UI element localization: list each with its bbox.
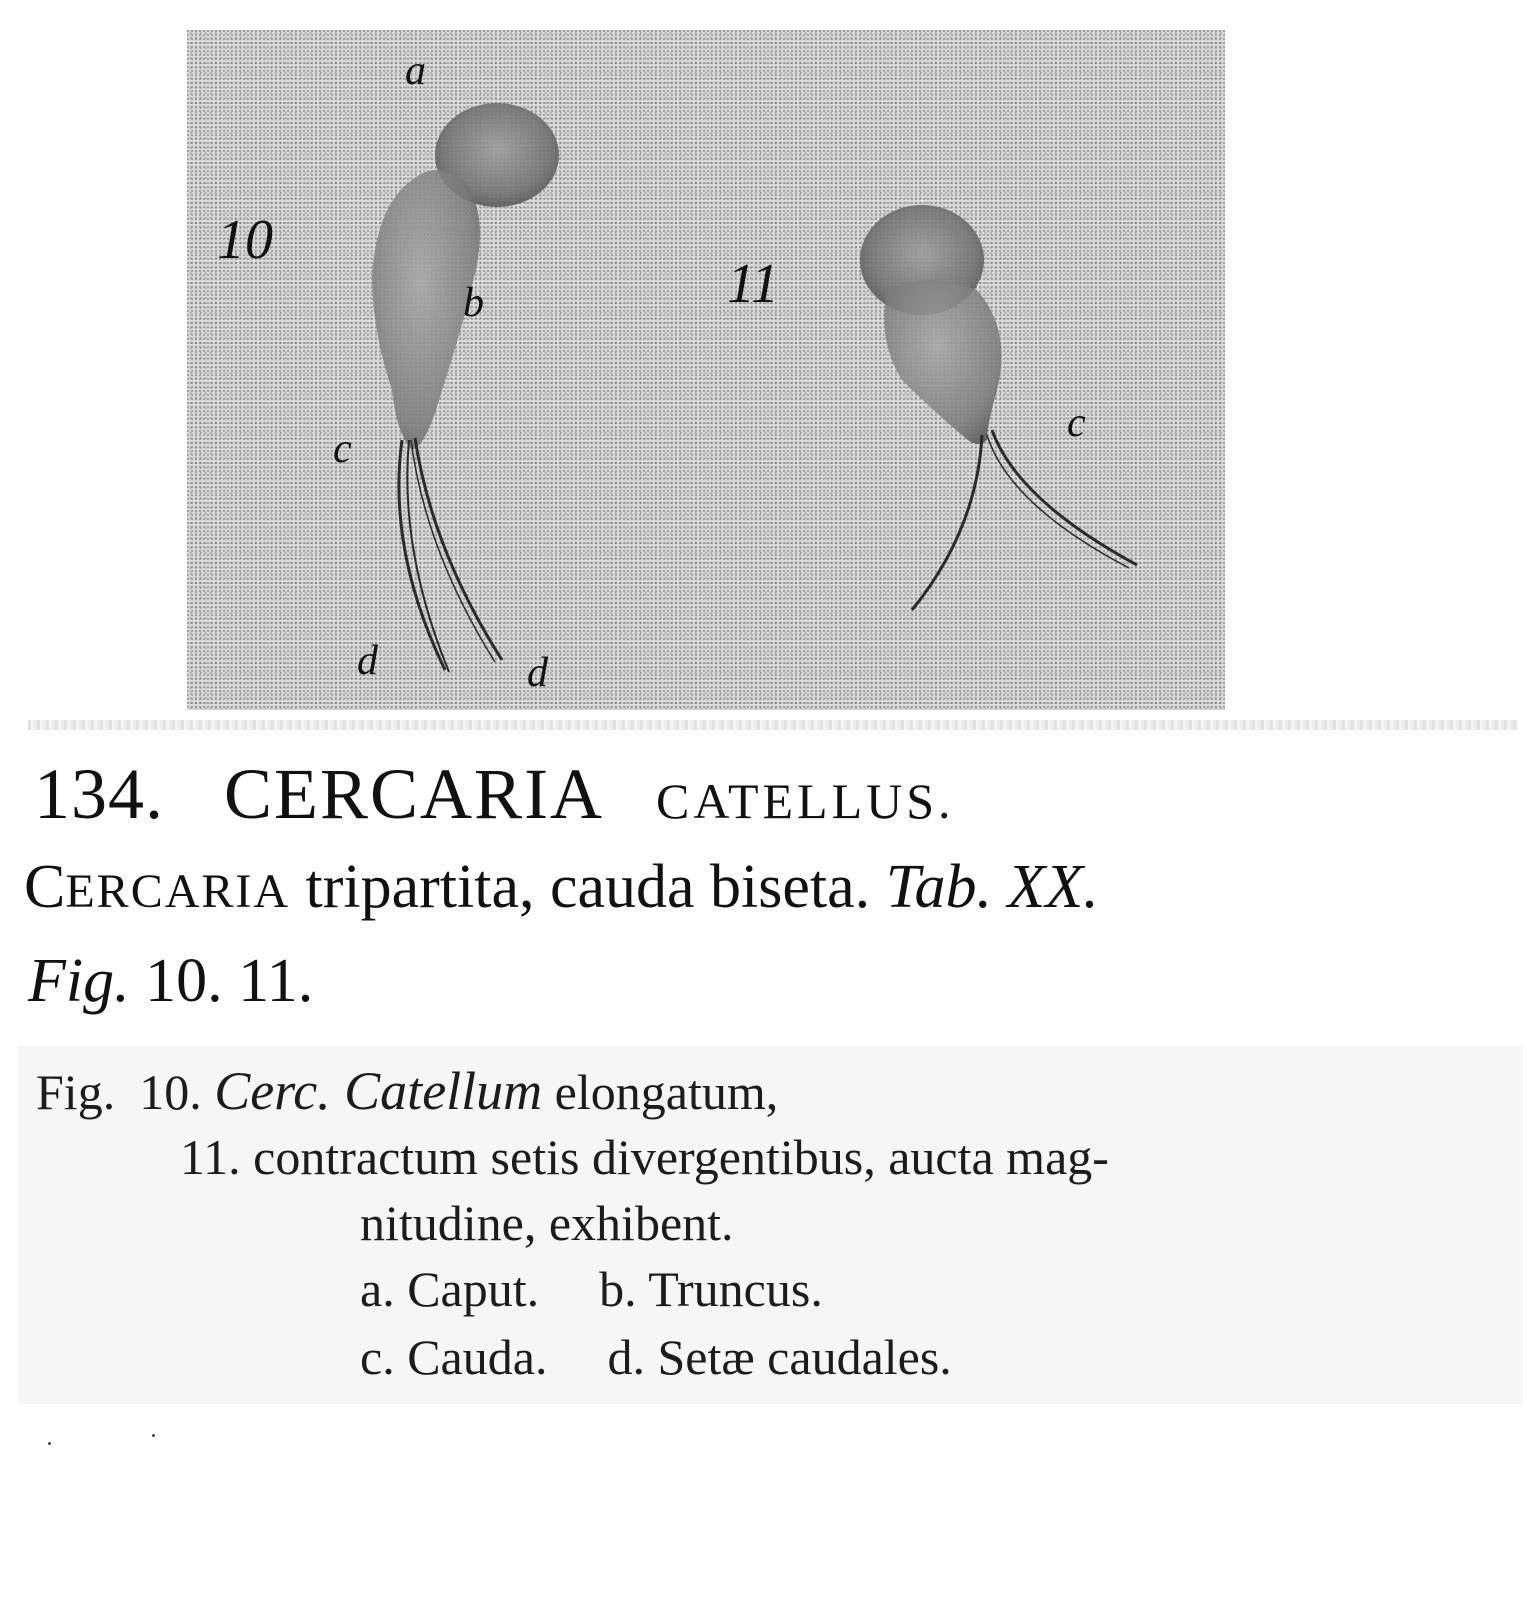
explanation-line-1	[36, 1061, 779, 1121]
figure-11-number: 11	[727, 253, 779, 315]
diagnosis-line-2	[28, 947, 314, 1015]
fig10-label-b: b	[463, 280, 484, 326]
part-label-setae: Setæ caudales.	[657, 1329, 952, 1385]
fig10-seta-right	[415, 438, 502, 660]
figure-10-organism	[372, 103, 559, 672]
species-name: CATELLUS.	[656, 773, 955, 829]
part-label-caput: Caput.	[407, 1261, 540, 1317]
explanation-line-3	[360, 1195, 734, 1251]
genus-name: CERCARIA	[224, 754, 605, 834]
explanation-line-2	[180, 1129, 1109, 1185]
diagnosis-genus-rest: ERCARIA	[65, 865, 291, 918]
species-heading	[34, 754, 955, 834]
part-key-b: b.	[599, 1261, 637, 1317]
fig10-label-a: a	[405, 48, 426, 94]
expl-line-2-text: contractum setis divergentibus, aucta mag-	[253, 1129, 1109, 1185]
engraved-plate	[187, 30, 1225, 710]
fig10-label-c: c	[333, 426, 352, 472]
figure-10-number: 10	[217, 209, 273, 271]
expl-fig-10-number: 10.	[139, 1064, 202, 1120]
part-key-a: a.	[360, 1261, 395, 1317]
expl-fig-11-number: 11.	[180, 1129, 241, 1185]
species-number: 134.	[34, 754, 164, 834]
fig10-seta-left-inner	[407, 440, 449, 672]
diagnosis-line-1	[24, 853, 1099, 921]
explanation-parts-row-1	[360, 1261, 823, 1317]
fig11-seta-right	[992, 430, 1137, 565]
diagnosis-genus-initial: C	[24, 853, 66, 921]
plate-drawing	[187, 30, 1225, 710]
explanation-parts-row-2	[360, 1329, 952, 1385]
plate-border-edge	[28, 720, 1518, 730]
fig11-trunk	[884, 280, 1001, 444]
fig11-seta-left	[912, 435, 982, 610]
part-label-truncus: Truncus.	[648, 1261, 823, 1317]
expl-fig-label: Fig.	[36, 1064, 116, 1120]
expl-line-3-text: nitudine, exhibent.	[360, 1195, 734, 1251]
print-speck	[152, 1434, 155, 1437]
part-label-cauda: Cauda.	[407, 1329, 548, 1385]
part-key-c: c.	[360, 1329, 395, 1385]
fig11-label-c: c	[1067, 400, 1086, 446]
expl-line-1-text: elongatum,	[554, 1064, 779, 1120]
print-speck	[48, 1442, 51, 1445]
expl-species-italic: Cerc. Catellum	[214, 1061, 543, 1121]
fig10-label-d-right: d	[527, 650, 548, 696]
diagnosis-tab-ref: Tab. XX.	[885, 853, 1099, 921]
figure-11-organism	[860, 205, 1137, 610]
diagnosis-text: tripartita, cauda biseta.	[305, 853, 871, 921]
diagnosis-fig-label: Fig.	[28, 947, 130, 1015]
diagnosis-fig-numbers: 10. 11.	[145, 947, 314, 1015]
fig10-label-d-left: d	[357, 638, 378, 684]
part-key-d: d.	[607, 1329, 645, 1385]
